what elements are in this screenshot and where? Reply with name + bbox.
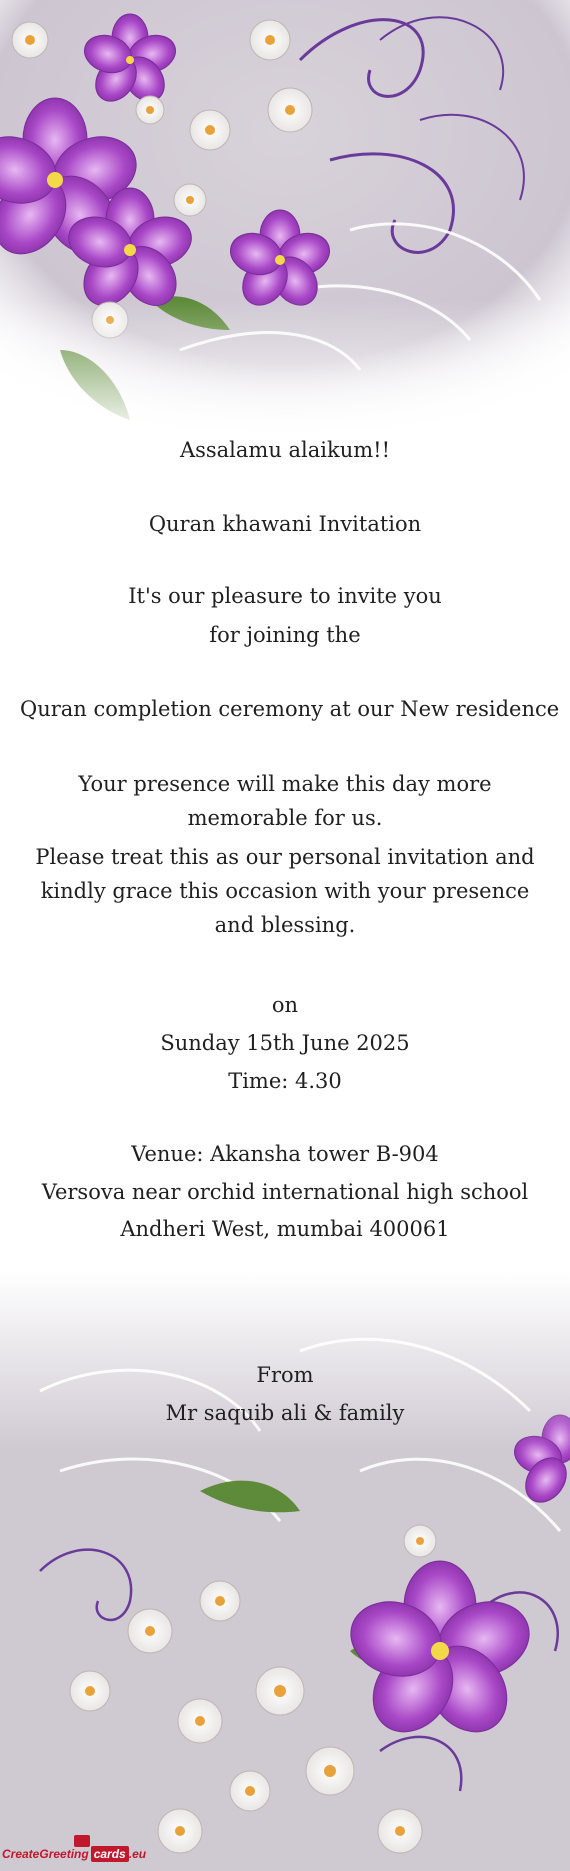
pleasure-line-1: It's our pleasure to invite you: [128, 584, 442, 608]
host-name: Mr saquib ali & family: [165, 1401, 405, 1425]
greeting: Assalamu alaikum!!: [179, 438, 391, 462]
invitation-title: Quran khawani Invitation: [148, 512, 422, 536]
watermark-logo[interactable]: [2, 1839, 147, 1869]
pleasure-line-2: for joining the: [209, 623, 361, 647]
venue-line-3: Andheri West, mumbai 400061: [120, 1217, 450, 1241]
request-text: Please treat this as our personal invitation and kindly grace this occasion with your presence and blessing.: [35, 845, 535, 937]
venue-line-1: Venue: Akansha tower B-904: [131, 1142, 439, 1166]
gift-icon: [74, 1835, 90, 1847]
ceremony-line: Quran completion ceremony at our New residence: [20, 697, 560, 721]
event-time: Time: 4.30: [228, 1069, 342, 1093]
from-label: From: [256, 1363, 314, 1387]
on-label: on: [271, 993, 299, 1017]
watermark-suffix: .eu: [128, 1847, 147, 1861]
watermark-text: CreateGreeting: [2, 1847, 89, 1861]
presence-text: Your presence will make this day more memorable for us.: [78, 772, 492, 830]
watermark-badge: cards: [91, 1846, 129, 1862]
venue-line-2: Versova near orchid international high school: [41, 1180, 529, 1204]
event-date: Sunday 15th June 2025: [160, 1031, 410, 1055]
